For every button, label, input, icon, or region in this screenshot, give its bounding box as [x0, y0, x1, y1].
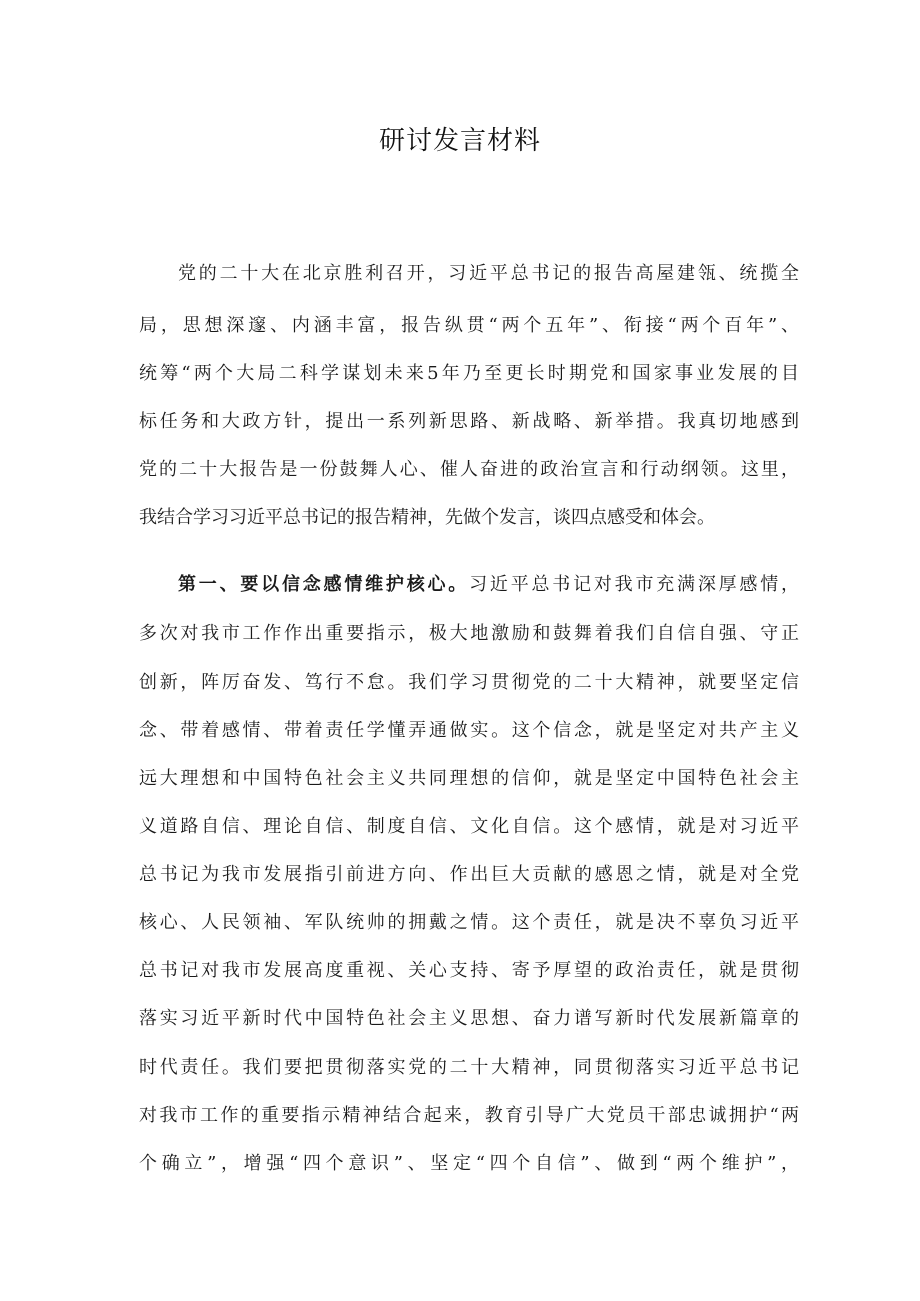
paragraph-1-line-1: 党的二十大在北京胜利召开，习近平总书记的报告高屋建瓴、统揽全 [178, 263, 799, 284]
paragraph-2-line-12: 对我市工作的重要指示精神结合起来，教育引导广大党员干部忠诚拥护“两 [139, 1105, 799, 1126]
paragraph-2-line-7: 总书记为我市发展指引前进方向、作出巨大贡献的感恩之情，就是对全党 [139, 864, 799, 885]
paragraph-2-line-2: 多次对我市工作作出重要指示，极大地激励和鼓舞着我们自信自强、守正 [139, 623, 799, 644]
paragraph-2-line-6: 义道路自信、理论自信、制度自信、文化自信。这个感情，就是对习近平 [139, 816, 799, 837]
paragraph-2-line-1-text: 习近平总书记对我市充满深厚感情， [469, 574, 800, 595]
paragraph-2-line-5: 远大理想和中国特色社会主义共同理想的信仰，就是坚定中国特色社会主 [139, 768, 799, 789]
document-title: 研讨发言材料 [378, 126, 541, 156]
paragraph-2-line-9: 总书记对我市发展高度重视、关心支持、寄予厚望的政治责任，就是贯彻 [139, 960, 799, 981]
paragraph-2-line-8: 核心、人民领袖、军队统帅的拥戴之情。这个责任，就是决不辜负习近平 [139, 912, 799, 933]
paragraph-1-line-4: 标任务和大政方针，提出一系列新思路、新战略、新举措。我真切地感到 [139, 411, 799, 432]
paragraph-2-line-4: 念、带着感情、带着责任学懂弄通做实。这个信念，就是坚定对共产主义 [139, 720, 799, 741]
paragraph-2-line-11: 时代责任。我们要把贯彻落实党的二十大精神，同贯彻落实习近平总书记 [139, 1057, 799, 1078]
paragraph-2-line-1 [178, 573, 799, 597]
section-heading: 第一、要以信念感情维护核心。 [178, 574, 470, 595]
paragraph-2-line-10: 落实习近平新时代中国特色社会主义思想、奋力谱写新时代发展新篇章的 [139, 1008, 799, 1029]
paragraph-1-line-5: 党的二十大报告是一份鼓舞人心、催人奋进的政治宣言和行动纲领。这里， [139, 459, 799, 480]
paragraph-1-line-2: 局，思想深邃、内涵丰富，报告纵贯“两个五年”、衔接“两个百年”、 [139, 315, 799, 336]
paragraph-2-line-3: 创新，阵厉奋发、笃行不怠。我们学习贯彻党的二十大精神，就要坚定信 [139, 672, 799, 693]
paragraph-2-line-13: 个确立”，增强“四个意识”、坚定“四个自信”、做到“两个维护”， [139, 1153, 799, 1174]
paragraph-1-line-6: 我结合学习习近平总书记的报告精神，先做个发言，谈四点感受和体会。 [139, 507, 715, 528]
paragraph-1-line-3: 统筹“两个大局二科学谋划未来5年乃至更长时期党和国家事业发展的目 [139, 363, 799, 384]
